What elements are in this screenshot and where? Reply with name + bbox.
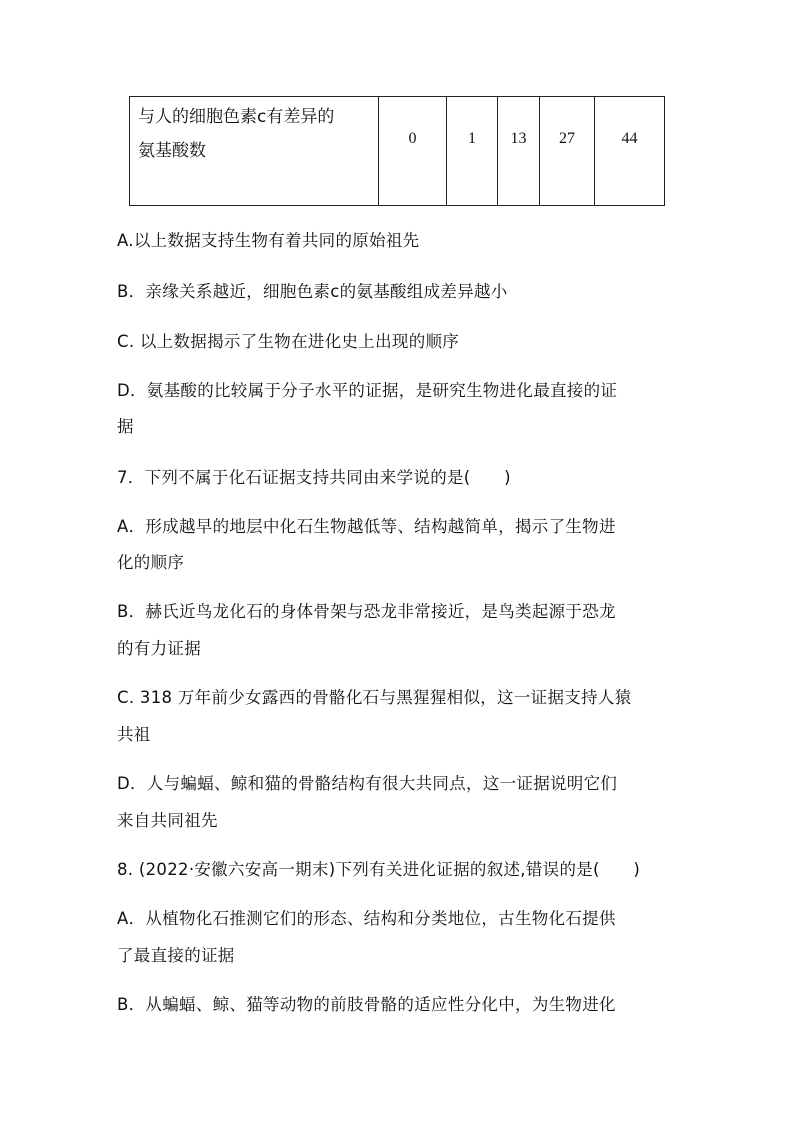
- q6-option-b: B．亲缘关系越近，细胞色素c的氨基酸组成差异越小: [117, 282, 508, 301]
- table-cell: 13: [498, 97, 540, 206]
- table-cell: 44: [595, 97, 665, 206]
- q7-option-b-line1: B．赫氏近鸟龙化石的身体骨架与恐龙非常接近，是鸟类起源于恐龙: [117, 602, 616, 621]
- q8-option-a-line2: 了最直接的证据: [117, 946, 235, 965]
- row-label-cell: [130, 97, 379, 206]
- q6-option-a: A.以上数据支持生物有着共同的原始祖先: [117, 231, 420, 250]
- q6-option-d-line2: 据: [117, 417, 134, 436]
- table-row: [130, 97, 665, 206]
- q8-option-b-line1: B．从蝙蝠、鲸、猫等动物的前肢骨骼的适应性分化中，为生物进化: [117, 995, 616, 1014]
- q6-option-c: C. 以上数据揭示了生物在进化史上出现的顺序: [117, 332, 460, 351]
- q7-option-d-line2: 来自共同祖先: [117, 811, 218, 830]
- q6-option-d-line1: D．氨基酸的比较属于分子水平的证据，是研究生物进化最直接的证: [117, 381, 618, 400]
- q8-stem: 8. (2022·安徽六安高一期末)下列有关进化证据的叙述,错误的是( ): [117, 860, 641, 879]
- q7-option-c-line1: C. 318 万年前少女露西的骨骼化石与黑猩猩相似，这一证据支持人猿: [117, 688, 632, 707]
- table-cell: 27: [540, 97, 595, 206]
- table-cell: 0: [379, 97, 447, 206]
- q7-option-d-line1: D．人与蝙蝠、鲸和猫的骨骼结构有很大共同点，这一证据说明它们: [117, 774, 618, 793]
- row-label-line2: 氨基酸数: [138, 141, 206, 161]
- q7-stem: 7．下列不属于化石证据支持共同由来学说的是( ): [117, 468, 511, 487]
- q7-option-c-line2: 共祖: [117, 725, 151, 744]
- q7-option-a-line2: 化的顺序: [117, 553, 185, 572]
- row-label-line1: 与人的细胞色素c有差异的: [138, 107, 335, 127]
- amino-acid-difference-table: [129, 96, 665, 206]
- q7-option-b-line2: 的有力证据: [117, 639, 201, 658]
- q8-option-a-line1: A．从植物化石推测它们的形态、结构和分类地位，古生物化石提供: [117, 909, 616, 928]
- table-cell: 1: [447, 97, 498, 206]
- q7-option-a-line1: A．形成越早的地层中化石生物越低等、结构越简单，揭示了生物进: [117, 517, 616, 536]
